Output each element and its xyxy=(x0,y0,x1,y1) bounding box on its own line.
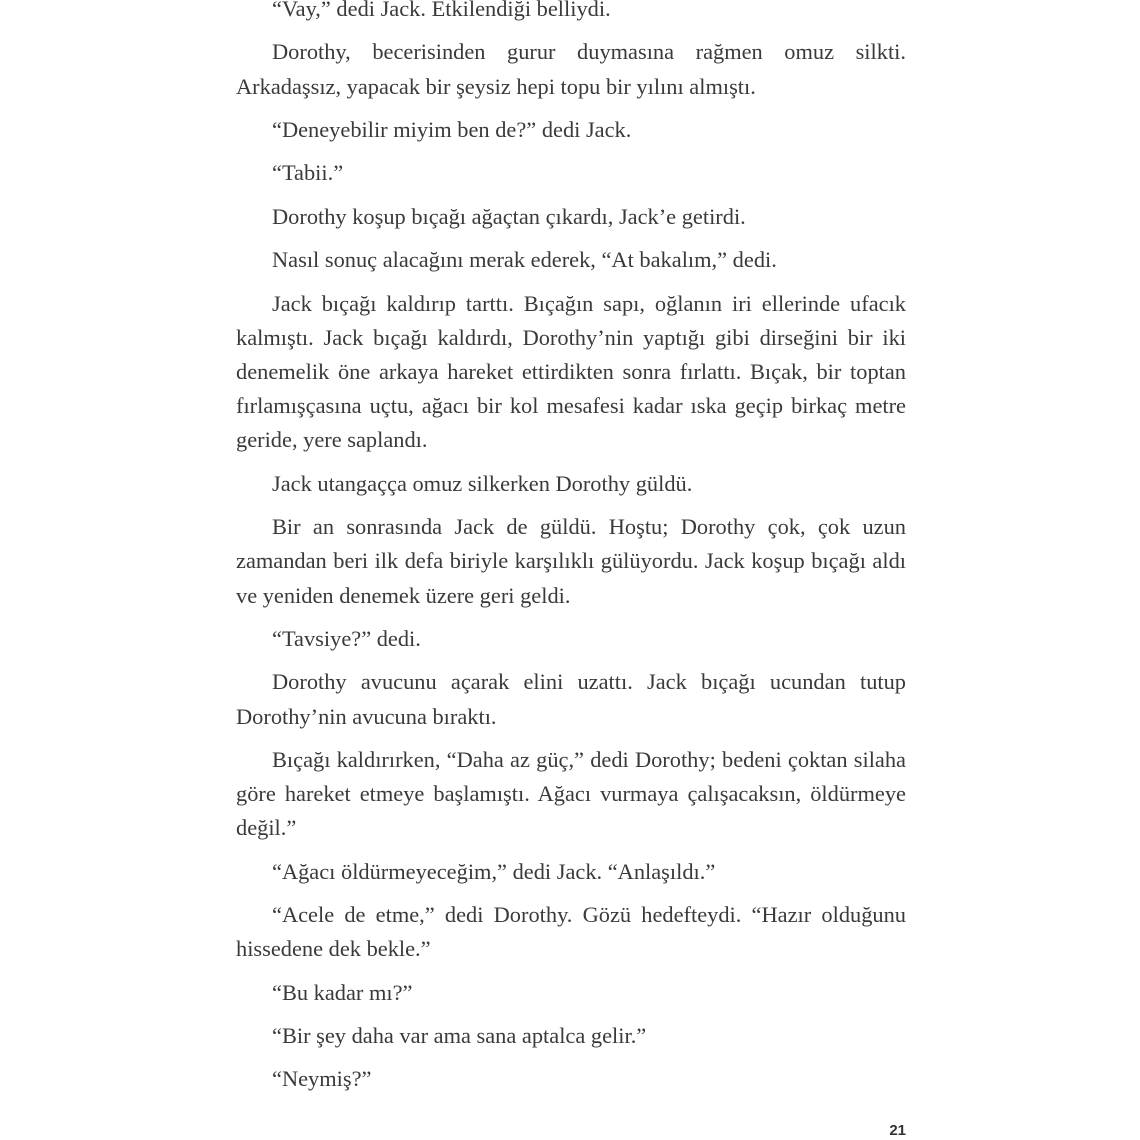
paragraph: Dorothy koşup bıçağı ağaçtan çıkardı, Jack’e getirdi. xyxy=(272,203,746,229)
paragraph: Nasıl sonuç alacağını merak ederek, “At bakalım,” dedi. xyxy=(272,247,777,273)
paragraph: “Bu kadar mı?” xyxy=(272,979,413,1005)
paragraph: “Bir şey daha var ama sana aptalca gelir.” xyxy=(272,1023,647,1049)
paragraph: Jack utangaçça omuz silkerken Dorothy güldü. xyxy=(272,470,693,496)
paragraph: “Vay,” dedi Jack. Etkilendiği belliydi. xyxy=(272,0,611,21)
paragraph: “Ağacı öldürmeyeceğim,” dedi Jack. “Anlaşıldı.” xyxy=(272,858,716,884)
body-text xyxy=(236,0,906,1106)
paragraph: Bıçağı kaldırırken, “Daha az güç,” dedi Dorothy; bedeni çoktan silaha göre hareket etmeye başlamıştı. Ağacı vurmaya çalışacaksın, öldürmeye değil.” xyxy=(236,746,906,841)
paragraph: Dorothy, becerisinden gurur duymasına rağmen omuz silkti. Arkadaşsız, yapacak bir şeysiz hepi topu bir yılını almıştı. xyxy=(236,39,906,99)
paragraph: Bir an sonrasında Jack de güldü. Hoştu; Dorothy çok, çok uzun zamandan beri ilk defa biriyle karşılıklı gülüyordu. Jack koşup bıçağı aldı ve yeniden denemek üzere geri geldi. xyxy=(236,514,906,608)
paragraph: “Deneyebilir miyim ben de?” dedi Jack. xyxy=(272,116,632,142)
paragraph: “Neymiş?” xyxy=(272,1066,372,1092)
paragraph: “Tavsiye?” dedi. xyxy=(272,625,421,651)
paragraph: “Acele de etme,” dedi Dorothy. Gözü hedefteydi. “Hazır olduğunu hissedene dek bekle.” xyxy=(236,902,906,962)
paragraph: “Tabii.” xyxy=(272,160,344,186)
page-number: 21 xyxy=(889,1122,906,1139)
paragraph: Jack bıçağı kaldırıp tarttı. Bıçağın sapı, oğlanın iri ellerinde ufacık kalmıştı. Jack bıçağı kaldırdı, Dorothy’nin yaptığı gibi dirseğini bir iki denemelik öne arkaya hareket ettirdikten sonra fırlattı. Bıçak, bir toptan fırlamışçasına uçtu, ağacı bir kol mesafesi kadar ıska geçip birkaç metre geride, yere saplandı. xyxy=(236,290,906,453)
paragraph: Dorothy avucunu açarak elini uzattı. Jack bıçağı ucundan tutup Dorothy’nin avucuna bıraktı. xyxy=(236,669,906,729)
